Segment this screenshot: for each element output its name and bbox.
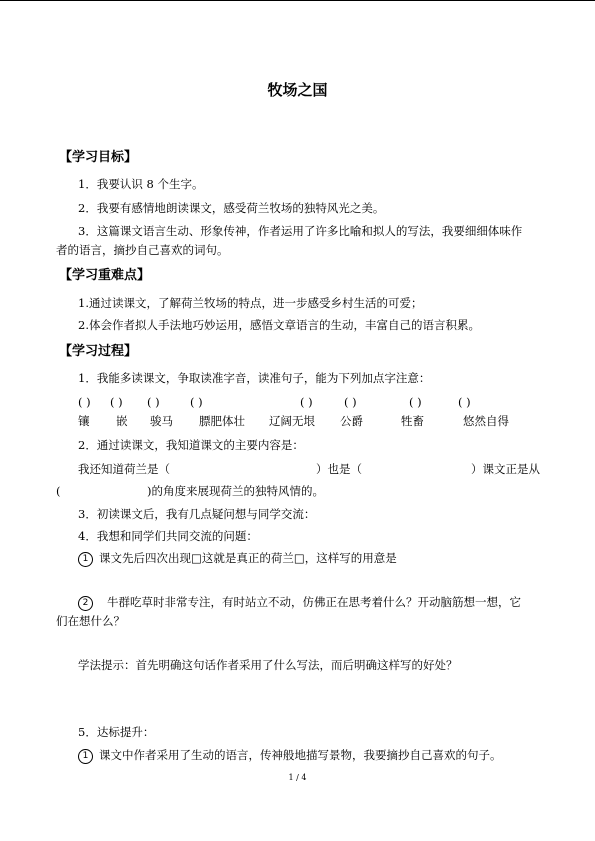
section-heading-goals: 【学习目标】 (59, 150, 138, 165)
question-5: 5．达标提升： (78, 725, 155, 739)
question-4-2-text: 牛群吃草时非常专注，有时站立不动，仿佛正在思考着什么？开动脑筋想一想，它 (107, 595, 521, 609)
q2-line1-part-b: ）也是（ (316, 462, 362, 476)
question-4-1-text: 课文先后四次出现□这就是真正的荷兰□，这样写的用意是 (99, 551, 397, 565)
circled-number: 2 (78, 596, 93, 611)
keypoint-item-1: 1.通过读课文，了解荷兰牧场的特点，进一步感受乡村生活的可爱； (78, 296, 423, 310)
header-rule (0, 0, 595, 1)
pinyin-blank[interactable]: ( ) (409, 395, 422, 409)
q2-line2-part-b: )的角度来展现荷兰的独特风情的。 (147, 484, 324, 498)
page-number: 1 / 4 (288, 773, 307, 782)
goal-item-3: 3．这篇课文语言生动、形象传神，作者运用了许多比喻和拟人的写法，我要细细体味作 (78, 224, 523, 238)
question-4-1 (78, 551, 397, 567)
word-item: 悠然自得 (463, 414, 509, 428)
q2-line2-part-a: ( (56, 484, 61, 498)
question-5-1-text: 课文中作者采用了生动的语言，传神般地描写景物，我要摘抄自己喜欢的句子。 (99, 748, 502, 762)
word-item: 辽阔无垠 (269, 414, 315, 428)
goal-item-1: 1．我要认识 8 个生字。 (78, 177, 204, 191)
circled-number: 1 (78, 749, 93, 764)
page-title: 牧场之国 (267, 81, 328, 99)
section-heading-keypoints: 【学习重难点】 (59, 268, 151, 283)
word-item: 公爵 (340, 414, 363, 428)
question-4: 4．我想和同学们共同交流的问题： (78, 529, 258, 543)
pinyin-blank[interactable]: ( ) (458, 395, 471, 409)
question-1: 1．我能多读课文，争取读准字音，读准句子，能为下列加点字注意： (78, 371, 431, 385)
pinyin-blank[interactable]: ( ) (110, 395, 123, 409)
word-item: 牲畜 (401, 414, 424, 428)
question-2: 2．通过读课文，我知道课文的主要内容是： (78, 438, 304, 452)
question-5-1 (78, 748, 502, 764)
pinyin-blank[interactable]: ( ) (344, 395, 357, 409)
q2-line1-part-c: ）课文正是从 (471, 462, 540, 476)
keypoint-item-2: 2.体会作者拟人手法地巧妙运用，感悟文章语言的生动，丰富自己的语言积累。 (78, 318, 480, 332)
circled-number: 1 (78, 552, 93, 567)
pinyin-blank[interactable]: ( ) (300, 395, 313, 409)
word-item: 嵌 (116, 414, 128, 428)
section-heading-process: 【学习过程】 (59, 344, 138, 359)
question-4-2-cont: 们在想什么？ (56, 614, 125, 628)
word-item: 镶 (78, 414, 90, 428)
question-3: 3．初读课文后，我有几点疑问想与同学交流： (78, 507, 316, 521)
q2-line1-part-a: 我还知道荷兰是（ (78, 462, 170, 476)
word-item: 骏马 (150, 414, 173, 428)
question-4-2 (78, 595, 521, 611)
word-item: 膘肥体壮 (199, 414, 245, 428)
pinyin-blank[interactable]: ( ) (190, 395, 203, 409)
method-hint: 学法提示：首先明确这句话作者采用了什么写法，而后明确这样写的好处？ (78, 658, 458, 672)
pinyin-blank[interactable]: ( ) (147, 395, 160, 409)
goal-item-3-cont: 者的语言，摘抄自己喜欢的词句。 (56, 243, 229, 257)
pinyin-blank[interactable]: ( ) (78, 395, 91, 409)
goal-item-2: 2．我要有感情地朗读课文，感受荷兰牧场的独特风光之美。 (78, 201, 385, 215)
